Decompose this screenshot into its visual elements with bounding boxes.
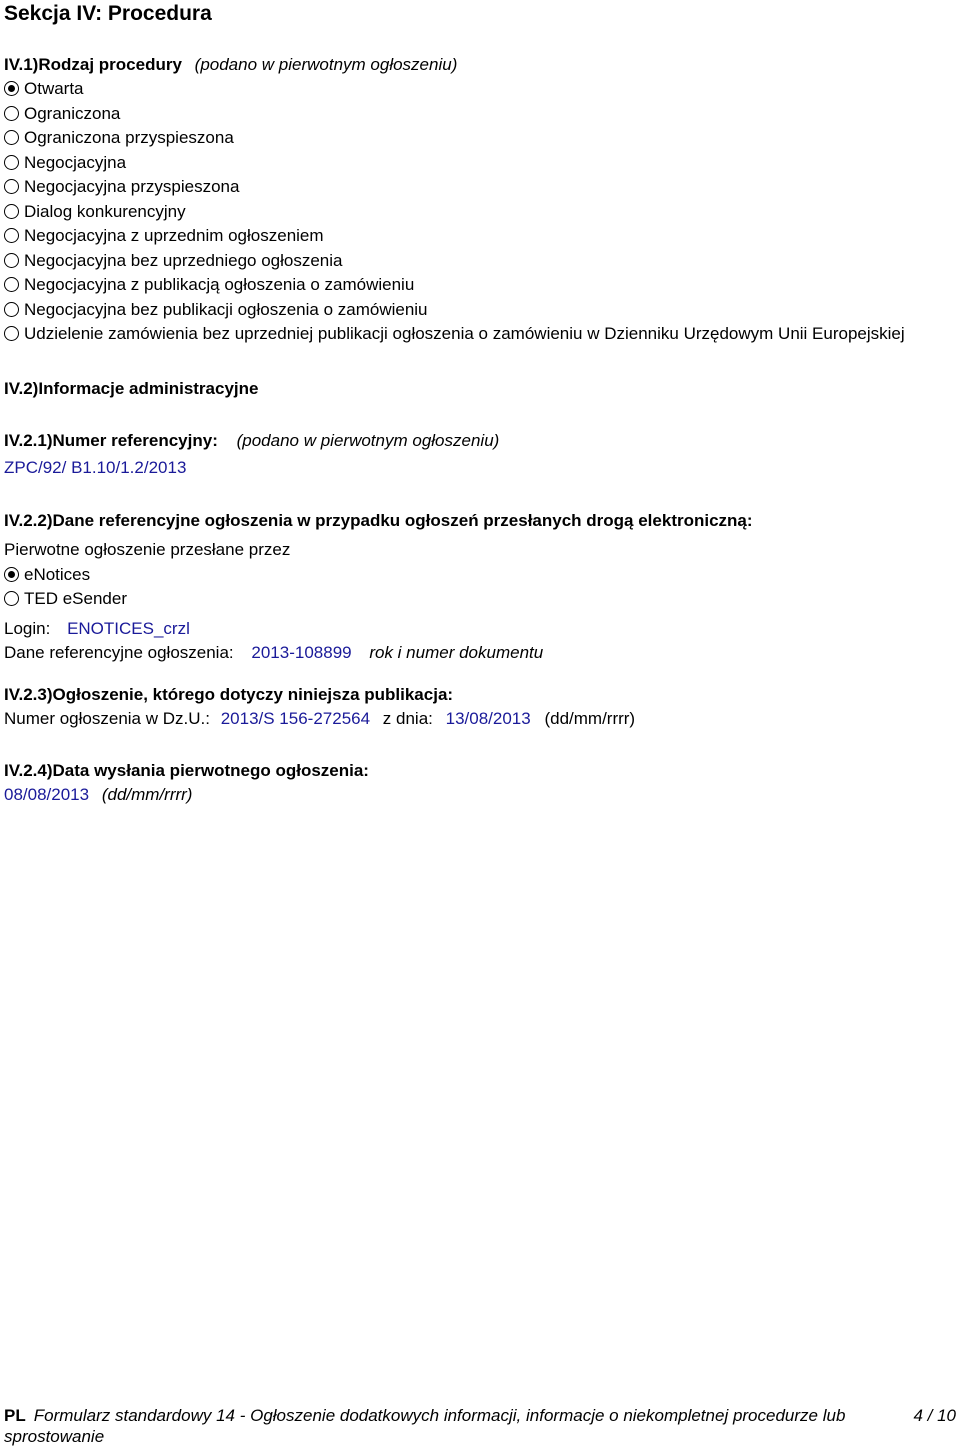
procedure-type-option[interactable]	[4, 224, 956, 249]
radio-unchecked-icon[interactable]	[4, 179, 19, 194]
radio-unchecked-icon[interactable]	[4, 253, 19, 268]
iv23-heading: IV.2.3)Ogłoszenie, którego dotyczy niniejsza publikacja:	[4, 684, 454, 704]
oj-notice-date-format: (dd/mm/rrrr)	[544, 708, 636, 728]
radio-unchecked-icon[interactable]	[4, 155, 19, 170]
iv21-note: (podano w pierwotnym ogłoszeniu)	[236, 430, 500, 450]
procedure-type-option[interactable]	[4, 200, 956, 225]
iv2-heading: IV.2)Informacje administracyjne	[4, 378, 259, 398]
procedure-type-options	[4, 77, 956, 347]
oj-notice-number: 2013/S 156-272564	[220, 708, 371, 728]
sending-method-option[interactable]	[4, 563, 956, 588]
iv1-note: (podano w pierwotnym ogłoszeniu)	[194, 55, 458, 74]
footer-form-title: Formularz standardowy 14 - Ogłoszenie dodatkowych informacji, informacje o niekompletnej procedurze lub sprostowanie	[4, 1406, 846, 1446]
iv21-heading: IV.2.1)Numer referencyjny:	[4, 430, 218, 450]
footer-page-number: 4 / 10	[913, 1406, 956, 1425]
section-title: Sekcja IV: Procedura	[4, 2, 212, 25]
radio-unchecked-icon[interactable]	[4, 106, 19, 121]
sending-method-options	[4, 563, 956, 612]
procedure-type-option[interactable]	[4, 102, 956, 127]
procedure-type-option-label: Ograniczona	[24, 103, 121, 123]
oj-notice-date-label: z dnia:	[382, 708, 433, 728]
procedure-type-option[interactable]	[4, 175, 956, 200]
radio-checked-icon[interactable]	[4, 81, 19, 96]
notice-reference-row	[4, 641, 956, 666]
sending-method-option-label: eNotices	[24, 564, 91, 584]
oj-notice-row	[4, 707, 956, 732]
notice-reference-value: 2013-108899	[251, 643, 352, 662]
radio-unchecked-icon[interactable]	[4, 228, 19, 243]
procedure-type-option[interactable]	[4, 77, 956, 102]
document-page	[4, 0, 956, 808]
original-dispatch-date-format: (dd/mm/rrrr)	[101, 785, 193, 804]
iv22-heading: IV.2.2)Dane referencyjne ogłoszenia w przypadku ogłoszeń przesłanych drogą elektroniczną:	[4, 511, 753, 530]
oj-notice-label: Numer ogłoszenia w Dz.U.:	[4, 708, 210, 728]
login-row	[4, 617, 956, 642]
procedure-type-option[interactable]	[4, 298, 956, 323]
original-dispatch-date-row	[4, 783, 956, 808]
radio-unchecked-icon[interactable]	[4, 326, 19, 341]
procedure-type-option-label: Udzielenie zamówienia bez uprzedniej publikacji ogłoszenia o zamówieniu w Dzienniku Urzędowym Unii Europejskiej	[24, 324, 905, 343]
iv1-heading: IV.1)Rodzaj procedury	[4, 55, 182, 74]
radio-unchecked-icon[interactable]	[4, 591, 19, 606]
procedure-type-option[interactable]	[4, 126, 956, 151]
radio-checked-icon[interactable]	[4, 567, 19, 582]
procedure-type-option-label: Negocjacyjna z publikacją ogłoszenia o zamówieniu	[24, 275, 415, 294]
procedure-type-option-label: Negocjacyjna z uprzednim ogłoszeniem	[24, 226, 324, 245]
radio-unchecked-icon[interactable]	[4, 277, 19, 292]
procedure-type-option-label: Negocjacyjna bez publikacji ogłoszenia o zamówieniu	[24, 299, 428, 319]
sending-method-option-label: TED eSender	[24, 589, 127, 608]
footer-language: PL	[4, 1406, 26, 1425]
procedure-type-option-label: Otwarta	[24, 79, 84, 98]
reference-number-value: ZPC/92/ B1.10/1.2/2013	[4, 457, 187, 477]
iv21-heading-row	[4, 429, 956, 453]
original-dispatch-date: 08/08/2013	[4, 785, 90, 804]
sent-by-label: Pierwotne ogłoszenie przesłane przez	[4, 540, 291, 559]
radio-unchecked-icon[interactable]	[4, 302, 19, 317]
page-footer	[4, 1405, 956, 1447]
procedure-type-option[interactable]	[4, 249, 956, 274]
procedure-type-option[interactable]	[4, 151, 956, 176]
notice-reference-note: rok i numer dokumentu	[369, 643, 544, 662]
oj-notice-date: 13/08/2013	[445, 708, 531, 728]
sending-method-option[interactable]	[4, 587, 956, 612]
iv1-heading-row	[4, 53, 956, 77]
login-label: Login:	[4, 618, 51, 638]
procedure-type-option-label: Negocjacyjna przyspieszona	[24, 177, 240, 196]
notice-reference-label: Dane referencyjne ogłoszenia:	[4, 643, 234, 662]
procedure-type-option-label: Dialog konkurencyjny	[24, 201, 186, 221]
radio-unchecked-icon[interactable]	[4, 130, 19, 145]
footer-left	[4, 1405, 884, 1447]
iv24-heading: IV.2.4)Data wysłania pierwotnego ogłoszenia:	[4, 761, 369, 780]
procedure-type-option-label: Negocjacyjna bez uprzedniego ogłoszenia	[24, 250, 343, 270]
procedure-type-option[interactable]	[4, 322, 956, 347]
radio-unchecked-icon[interactable]	[4, 204, 19, 219]
procedure-type-option-label: Ograniczona przyspieszona	[24, 128, 234, 147]
procedure-type-option-label: Negocjacyjna	[24, 152, 127, 172]
login-value: ENOTICES_crzl	[67, 618, 190, 638]
procedure-type-option[interactable]	[4, 273, 956, 298]
